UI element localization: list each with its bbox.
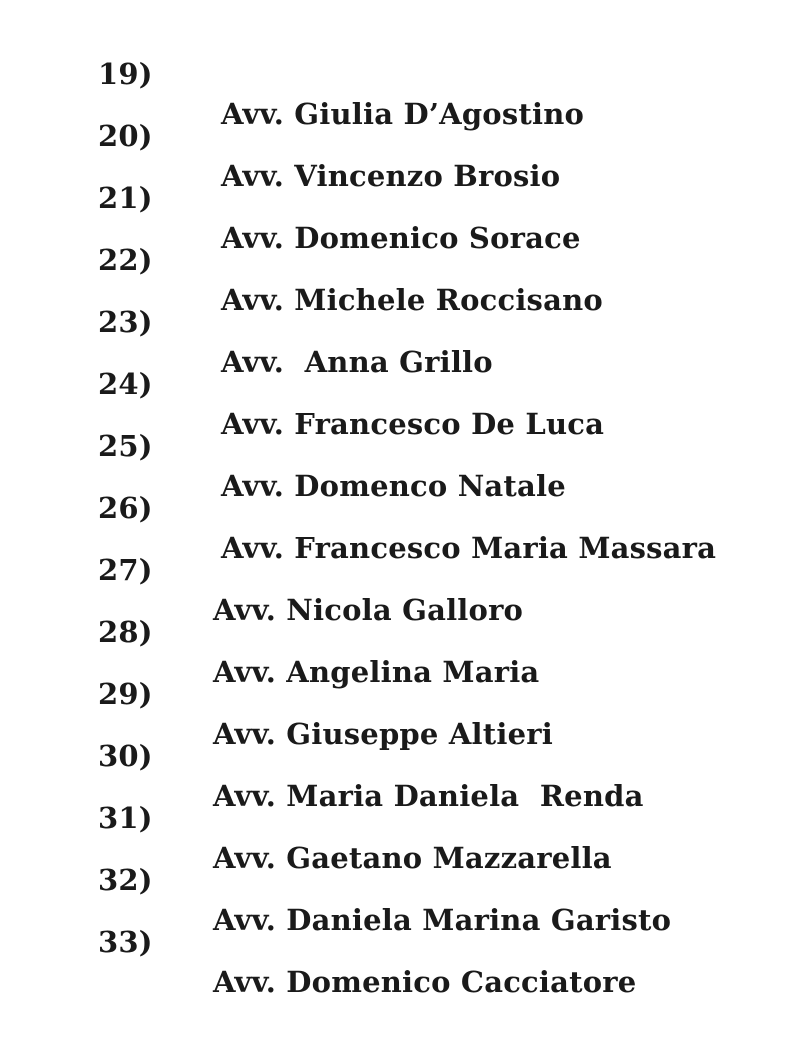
- item-name: Avv. Anna Grillo: [221, 345, 493, 379]
- list-item: [0, 262, 800, 379]
- list-item: [0, 386, 800, 503]
- item-name: Avv. Vincenzo Brosio: [221, 159, 561, 193]
- item-number: 24): [98, 367, 153, 401]
- item-number: 33): [98, 925, 153, 959]
- item-name: Avv. Giuseppe Altieri: [213, 717, 553, 751]
- list-item: [0, 820, 800, 937]
- item-number: 29): [98, 677, 153, 711]
- item-number: 21): [98, 181, 153, 215]
- list-item: [0, 200, 800, 317]
- list-item: [0, 758, 800, 875]
- item-number: 28): [98, 615, 153, 649]
- item-name: Avv. Daniela Marina Garisto: [213, 903, 672, 937]
- item-name: Avv. Domenico Sorace: [221, 221, 581, 255]
- list-item: [0, 634, 800, 751]
- list-item: [0, 138, 800, 255]
- item-number: 19): [98, 57, 153, 91]
- item-name: Avv. Michele Roccisano: [221, 283, 603, 317]
- item-name: Avv. Maria Daniela Renda: [213, 779, 644, 813]
- item-name: Avv. Angelina Maria: [213, 655, 540, 689]
- list-item: [0, 572, 800, 689]
- item-name: Avv. Domenico Cacciatore: [213, 965, 637, 999]
- item-number: 26): [98, 491, 153, 525]
- list-item: [0, 76, 800, 193]
- item-number: 27): [98, 553, 153, 587]
- item-number: 32): [98, 863, 153, 897]
- item-number: 22): [98, 243, 153, 277]
- item-name: Avv. Nicola Galloro: [213, 593, 524, 627]
- item-number: 30): [98, 739, 153, 773]
- list-item: [0, 324, 800, 441]
- item-name: Avv. Domenco Natale: [221, 469, 566, 503]
- item-number: 25): [98, 429, 153, 463]
- list-item: [0, 14, 800, 131]
- list-item: [0, 448, 800, 565]
- list-item: [0, 510, 800, 627]
- item-number: 20): [98, 119, 153, 153]
- item-name: Avv. Francesco De Luca: [221, 407, 605, 441]
- list-item: [0, 882, 800, 999]
- item-name: Avv. Gaetano Mazzarella: [213, 841, 612, 875]
- item-name: Avv. Francesco Maria Massara: [221, 531, 717, 565]
- item-number: 23): [98, 305, 153, 339]
- item-number: 31): [98, 801, 153, 835]
- list-item: [0, 696, 800, 813]
- item-name: Avv. Giulia D’Agostino: [221, 97, 585, 131]
